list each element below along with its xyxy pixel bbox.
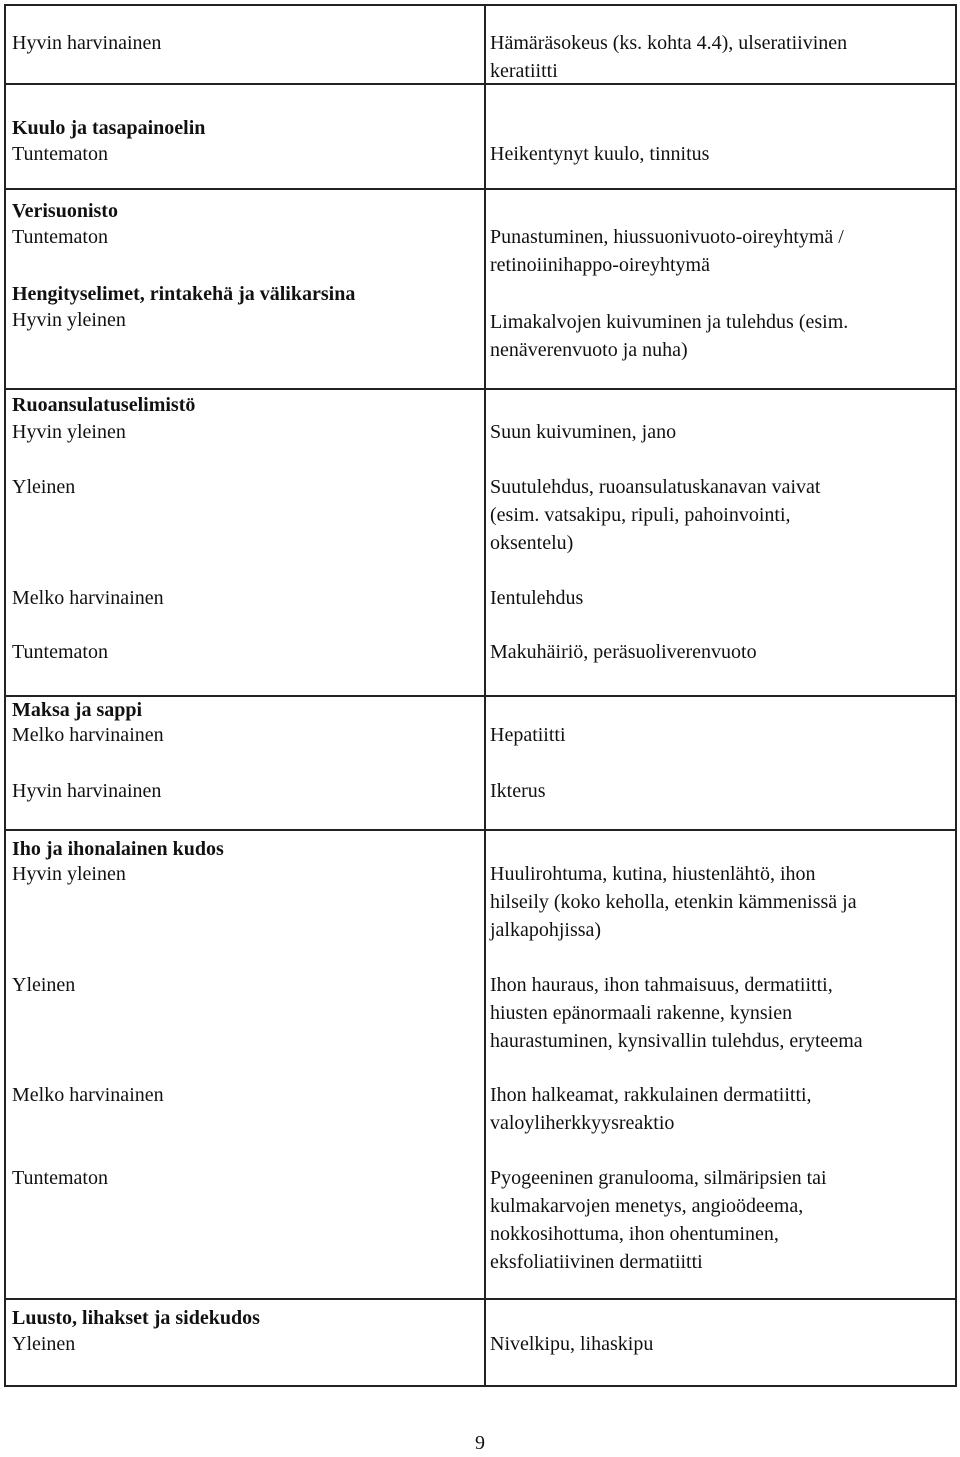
effect-text: Hepatiitti [490,724,566,746]
organ-class-heading: Luusto, lihakset ja sidekudos [12,1307,260,1329]
organ-class-heading: Hengityselimet, rintakehä ja välikarsina [12,283,356,305]
frequency-label: Hyvin yleinen [12,309,126,331]
row-divider [6,1298,955,1300]
frequency-label: Hyvin yleinen [12,863,126,885]
effect-text: jalkapohjissa) [490,919,602,941]
effect-text: keratiitti [490,60,558,82]
page-number: 9 [475,1432,485,1454]
frequency-label: Tuntematon [12,143,108,165]
frequency-label: Tuntematon [12,641,108,663]
frequency-label: Hyvin harvinainen [12,32,162,54]
effect-text: retinoiinihappo-oireyhtymä [490,254,710,276]
effect-text: Limakalvojen kuivuminen ja tulehdus (esim. [490,311,849,333]
effect-text: valoyliherkkyysreaktio [490,1112,675,1134]
frequency-label: Yleinen [12,1333,76,1355]
frequency-label: Tuntematon [12,226,108,248]
row-divider [6,83,955,85]
effect-text: Heikentynyt kuulo, tinnitus [490,143,710,165]
row-divider [6,829,955,831]
frequency-label: Hyvin yleinen [12,421,126,443]
effect-text: Makuhäiriö, peräsuoliverenvuoto [490,641,757,663]
effect-text: Suun kuivuminen, jano [490,421,677,443]
effect-text: Pyogeeninen granulooma, silmäripsien tai [490,1167,827,1189]
effect-text: nenäverenvuoto ja nuha) [490,339,688,361]
organ-class-heading: Maksa ja sappi [12,699,143,721]
frequency-label: Hyvin harvinainen [12,780,162,802]
effect-text: Suutulehdus, ruoansulatuskanavan vaivat [490,476,821,498]
effect-text: Nivelkipu, lihaskipu [490,1333,654,1355]
effect-text: (esim. vatsakipu, ripuli, pahoinvointi, [490,504,791,526]
frequency-label: Yleinen [12,974,76,996]
frequency-label: Tuntematon [12,1167,108,1189]
organ-class-heading: Ruoansulatuselimistö [12,394,196,416]
effect-text: eksfoliatiivinen dermatiitti [490,1251,703,1273]
effect-text: hiusten epänormaali rakenne, kynsien [490,1002,793,1024]
row-divider [6,388,955,390]
effect-text: kulmakarvojen menetys, angioödeema, [490,1195,804,1217]
effect-text: hilseily (koko keholla, etenkin kämmenissä ja [490,891,857,913]
effect-text: Ientulehdus [490,587,584,609]
row-divider [6,188,955,190]
frequency-label: Melko harvinainen [12,587,164,609]
effect-text: Ihon halkeamat, rakkulainen dermatiitti, [490,1084,812,1106]
effect-text: Ihon hauraus, ihon tahmaisuus, dermatiitti, [490,974,833,996]
effect-text: Huulirohtuma, kutina, hiustenlähtö, ihon [490,863,816,885]
effect-text: haurastuminen, kynsivallin tulehdus, eryteema [490,1030,863,1052]
effect-text: nokkosihottuma, ihon ohentuminen, [490,1223,779,1245]
frequency-label: Melko harvinainen [12,1084,164,1106]
organ-class-heading: Kuulo ja tasapainoelin [12,117,206,139]
organ-class-heading: Verisuonisto [12,200,118,222]
organ-class-heading: Iho ja ihonalainen kudos [12,838,224,860]
frequency-label: Melko harvinainen [12,724,164,746]
effect-text: Hämäräsokeus (ks. kohta 4.4), ulseratiivinen [490,32,848,54]
effect-text: Ikterus [490,780,546,802]
row-divider [6,695,955,697]
effect-text: oksentelu) [490,532,574,554]
effect-text: Punastuminen, hiussuonivuoto-oireyhtymä / [490,226,844,248]
frequency-label: Yleinen [12,476,76,498]
